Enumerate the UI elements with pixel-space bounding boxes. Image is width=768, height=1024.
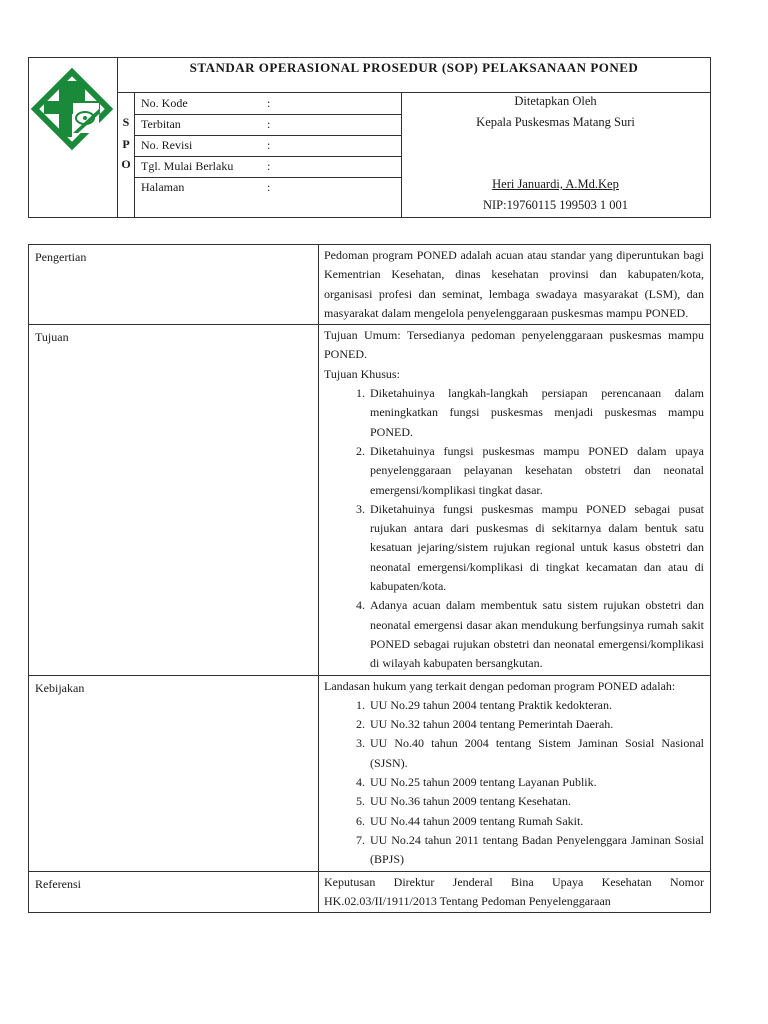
approval-title: Ditetapkan Oleh: [514, 94, 597, 108]
spo-column: [118, 93, 135, 217]
row-label: Pengertian: [29, 245, 319, 324]
document-fields: [135, 93, 402, 217]
row-label: Tujuan: [29, 325, 319, 674]
row-content: [319, 325, 710, 674]
logo-cell: [29, 58, 118, 217]
approval-block: [401, 93, 710, 217]
kebijakan-intro: Landasan hukum yang terkait dengan pedoman program PONED adalah:: [324, 678, 676, 693]
list-item: 2. UU No.32 tahun 2004 tentang Pemerintah Daerah.: [368, 715, 704, 734]
list-item: 1. Diketahuinya langkah-langkah persiapan perencanaan dalam meningkatkan fungsi puskesmas menjadi puskesmas mampu PONED.: [368, 384, 704, 442]
list-item: 4. UU No.25 tahun 2009 tentang Layanan Publik.: [368, 773, 704, 792]
spo-letter-o: O: [121, 157, 131, 171]
sop-header: [28, 57, 711, 218]
list-item: 5. UU No.36 tahun 2009 tentang Kesehatan.: [368, 792, 704, 811]
list-item: 2. Diketahuinya fungsi puskesmas mampu PONED dalam upaya penyelenggaraan pelayanan kesehatan obstetri dan neonatal emergensi/komplikasi tingkat dasar.: [368, 442, 704, 500]
field-no-kode: [135, 93, 401, 115]
referensi-text: Keputusan Direktur Jenderal Bina Upaya Kesehatan Nomor HK.02.03/II/1911/2013 Tentang Pedoman Penyelenggaraan: [324, 874, 704, 908]
tujuan-khusus-list: [324, 384, 704, 673]
approver-nip: NIP:19760115 199503 1 001: [482, 198, 629, 212]
field-colon: :: [267, 117, 271, 131]
approver-name: Heri Januardi, A.Md.Kep: [492, 177, 619, 191]
field-label: No. Kode: [141, 96, 188, 110]
field-label: No. Revisi: [141, 138, 193, 152]
tujuan-khusus-label: Tujuan Khusus:: [324, 366, 400, 381]
list-item: 1. UU No.29 tahun 2004 tentang Praktik kedokteran.: [368, 696, 704, 715]
field-colon: :: [267, 138, 271, 152]
field-label: Terbitan: [141, 117, 181, 131]
pengertian-text: Pedoman program PONED adalah acuan atau standar yang diperuntukan bagi Kementrian Kesehatan, dinas kesehatan provinsi dan kabupaten/kota, organisasi profesi dan seminat, lembaga swadaya masyarakat (LSM), dan masyarakat dalam mengelola penyelenggaraan puskesmas mampu PONED.: [324, 248, 704, 320]
field-label: Tgl. Mulai Berlaku: [141, 159, 234, 173]
row-label: Referensi: [29, 872, 319, 913]
table-row-tujuan: [29, 325, 710, 675]
table-row-kebijakan: [29, 676, 710, 872]
row-content: [319, 872, 710, 913]
list-item: 7. UU No.24 tahun 2011 tentang Badan Penyelenggara Jaminan Sosial (BPJS): [368, 831, 704, 870]
puskesmas-logo-icon: [29, 58, 117, 217]
sop-content-table: [28, 244, 711, 913]
spo-letter-p: P: [122, 137, 130, 151]
field-no-revisi: [135, 135, 401, 157]
kebijakan-list: [324, 696, 704, 870]
table-row-pengertian: [29, 245, 710, 325]
field-colon: :: [267, 180, 271, 194]
field-halaman: [135, 177, 401, 217]
list-item: 4. Adanya acuan dalam membentuk satu sistem rujukan obstetri dan neonatal emergensi dasar akan mendukung berfungsinya rumah sakit PONED sebagai rujukan obstetri dan neonatal emergensi/komplikasi di wilayah kabupaten bersangkutan.: [368, 596, 704, 673]
list-item: 3. Diketahuinya fungsi puskesmas mampu PONED sebagai pusat rujukan antara dari puskesmas di sekitarnya dalam bentuk satu kesatuan jejaring/sistem rujukan regional untuk kasus obstetri dan neonatal emergensi/komplikasi di tingkat kecamatan dan atau di kabupaten/kota.: [368, 500, 704, 596]
table-row-referensi: [29, 872, 710, 913]
list-item: 3. UU No.40 tahun 2004 tentang Sistem Jaminan Sosial Nasional (SJSN).: [368, 734, 704, 773]
field-colon: :: [267, 159, 271, 173]
row-content: [319, 245, 710, 324]
field-colon: :: [267, 96, 271, 110]
list-item: 6. UU No.44 tahun 2009 tentang Rumah Sakit.: [368, 812, 704, 831]
field-label: Halaman: [141, 180, 185, 194]
field-tgl-mulai-berlaku: [135, 156, 401, 178]
tujuan-umum: Tujuan Umum: Tersedianya pedoman penyelenggaraan puskesmas mampu PONED.: [324, 328, 704, 362]
spo-letter-s: S: [122, 115, 130, 129]
approval-position: Kepala Puskesmas Matang Suri: [476, 115, 635, 129]
row-content: [319, 676, 710, 871]
field-terbitan: [135, 114, 401, 136]
row-label: Kebijakan: [29, 676, 319, 871]
document-title: STANDAR OPERASIONAL PROSEDUR (SOP) PELAKSANAAN PONED: [118, 58, 710, 93]
